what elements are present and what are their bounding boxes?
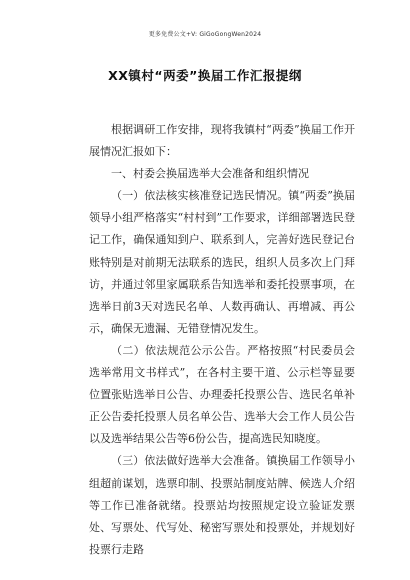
header-note: 更多免费公文+V: GiGoGongWen2024 <box>148 31 262 38</box>
section-heading: 一、村委会换届选举大会准备和组织情况 <box>111 167 309 181</box>
paragraph-voter-registration: （一）依法核实核准登记选民情况。镇“两委”换届领导小组严格落实“村村到”工作要求，详细部署选民登记工作，确保通知到户、联系到人，完善好选民登记台账特别是对前期无法联系的选民，组织人员多次上门拜访，并通过邻里家属联系告知选举和委托投票事项，在选举日前3天对选民名单、人数再确认、再增减、再公示，确保无遗漏、无错登情况发生。 <box>89 189 355 335</box>
paragraph-election-preparation: （三）依法做好选举大会准备。镇换届工作领导小组超前谋划，选票印制、投票站制度站牌、候选人介绍等工作已准备就绪。投票站均按照规定设立验证发票处、写票处、代写处、秘密写票处和投票处，并规划好投票行走路 <box>89 454 355 556</box>
paragraph-public-notices: （二）依法规范公示公告。严格按照“村民委员会选举常用文书样式”，在各村主要干道、公示栏等显要位置张贴选举日公告、办理委托投票公告、选民名单补正公告委托投票人员名单公告、选举大会工作人员公告以及选举结果公告等6份公告，提高选民知晓度。 <box>89 343 355 446</box>
paragraph-intro: 根据调研工作安排，现将我镇村“两委”换届工作开展情况汇报如下： <box>89 123 355 159</box>
document-title: XX镇村“两委”换届工作汇报提纲 <box>108 68 302 83</box>
document-body <box>89 119 355 561</box>
